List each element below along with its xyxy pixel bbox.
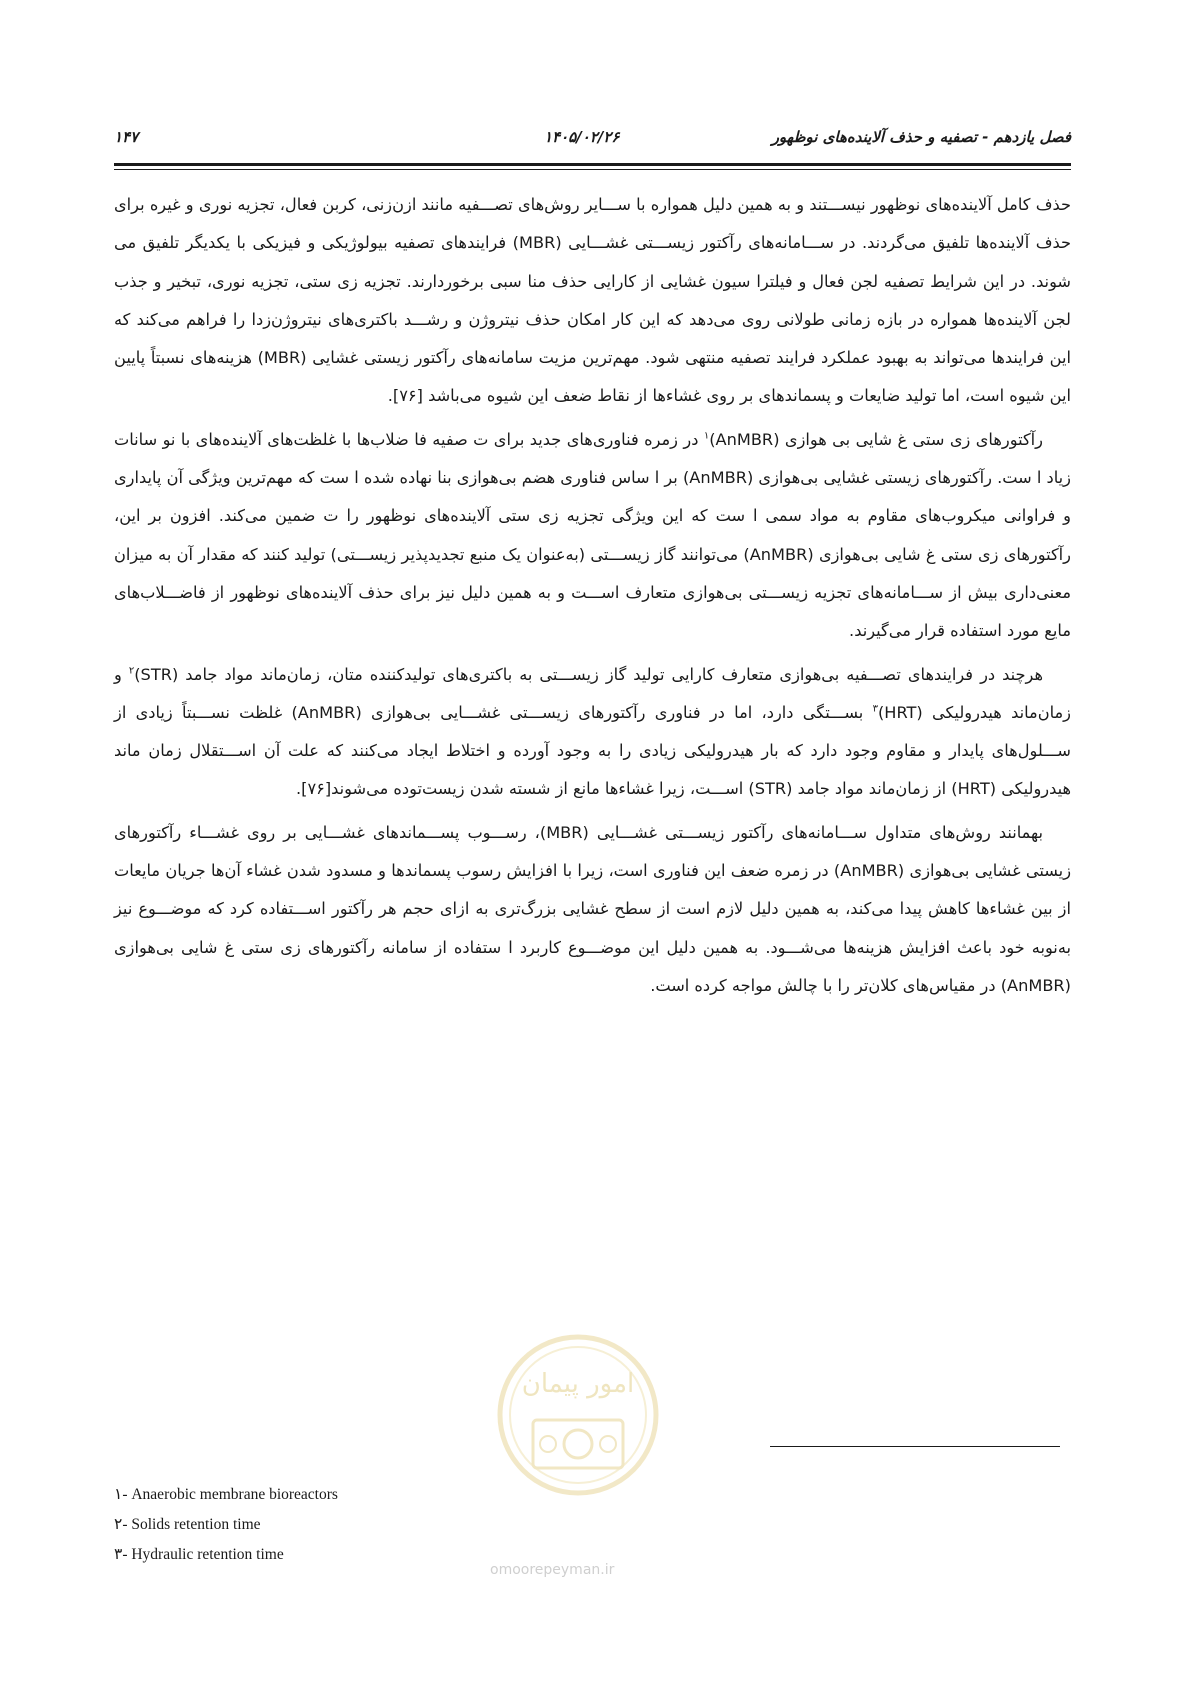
chapter-title: فصل یازدهم - تصفیه و حذف آلاینده‌های نوظهور [771, 128, 1071, 146]
header-date: ۱۴۰۵/۰۲/۲۶ [544, 128, 620, 146]
footnote-mark-2: ۲ [128, 665, 135, 677]
watermark-site: omoorepeyman.ir [490, 1562, 615, 1578]
footnote-mark-1: ۱ [703, 430, 710, 442]
paragraph-2-part-b: در زمره فناوری‌های جدید برای ت صفیه فا ضلاب‌ها با غلظت‌های آلاینده‌های با نو سانات زیاد ا ست. رآکتورهای زیستی غشایی بی‌هوازی (AnMBR) بر ا ساس فناوری هضم بی‌هوازی بنا نهاده شده ا ست که مهم‌ترین ویژگی آن پایداری و فراوانی میکروب‌های مقاوم به مواد سمی ا ست که این ویژگی تجزیه زی ستی آلاینده‌های نوظهور را ت ضمین می‌کند. افزون بر این، رآکتورهای زی ستی غ شایی بی‌هوازی (AnMBR) می‌توانند گاز زیســـتی (به‌عنوان یک منبع تجدیدپذیر زیســـتی) تولید کنند که مقدار آن به میزان معنی‌داری بیش از ســـامانه‌های تجزیه زیســـتی بی‌هوازی متعارف اســـت و به همین دلیل نیز برای حذف آلاینده‌های نوظهور از فاضـــلاب‌های مایع مورد استفاده قرار می‌گیرند. [114, 429, 1071, 641]
paragraph-2 [114, 421, 1071, 651]
paragraph-2-part-a: رآکتورهای زی ستی غ شایی بی هوازی (AnMBR) [709, 429, 1043, 449]
paragraph-1: حذف کامل آلاینده‌های نوظهور نیســـتند و به همین دلیل همواره با ســـایر روش‌های تصـــفیه مانند ازن‌زنی، کربن فعال، تجزیه نوری و غیره برای حذف آلاینده‌ها تلفیق می‌گردند. در ســـامانه‌های رآکتور زیســـتی غشـــایی (MBR) فرایندهای تصفیه بیولوژیکی و فیزیکی با یکدیگر تلفیق می شوند. در این شرایط تصفیه لجن فعال و فیلترا سیون غشایی از کارایی حذف منا سبی برخوردارند. تجزیه زی ستی، تجزیه نوری، تبخیر و جذب لجن آلاینده‌ها همواره در بازه زمانی طولانی روی می‌دهد که این کار امکان حذف نیتروژن و رشـــد باکتری‌های نیتروژن‌زدا را فراهم می‌کند که این فرایندها می‌تواند به بهبود عملکرد فرایند تصفیه منتهی شود. مهم‌ترین مزیت سامانه‌های رآکتور زیستی غشایی (MBR) هزینه‌های نسبتاً پایین این شیوه است، اما تولید ضایعات و پسماندهای بر روی غشاءها از نقاط ضعف این شیوه می‌باشد [۷۶]. [114, 195, 1071, 406]
page-header [114, 128, 1071, 154]
paragraph-3 [114, 656, 1071, 809]
footnote-rule [770, 1446, 1060, 1447]
footnote-1: ۱- Anaerobic membrane bioreactors [114, 1486, 338, 1503]
footnote-mark-3: ۳ [872, 703, 878, 715]
watermark-logo-text: امور پیمان [521, 1369, 635, 1399]
body-text [114, 186, 1071, 1010]
footnote-2: ۲- Solids retention time [114, 1516, 261, 1533]
paragraph-3-part-c: بســـتگی دارد، اما در فناوری رآکتورهای زیســـتی غشـــایی بی‌هوازی (AnMBR) غلظت نســـبتاً زیادی از ســـلول‌های پایدار و مقاوم وجود دارد که بار هیدرولیکی زیادی را به وجود آورده و اختلاط ایجاد می‌کنند که علت آن اســـتقلال زمان ماند هیدرولیکی (HRT) از زمان‌ماند مواد جامد (STR) اســـت، زیرا غشاءها مانع از شسته شدن زیست‌توده می‌شوند[۷۶]. [114, 702, 1071, 799]
footnote-3: ۳- Hydraulic retention time [114, 1546, 284, 1563]
paragraph-3-part-b: و زمان‌ماند هیدرولیکی (HRT) [114, 664, 1072, 722]
header-rule-thin [114, 169, 1071, 170]
paragraph-4: بهمانند روش‌های متداول ســـامانه‌های رآکتور زیســـتی غشـــایی (MBR)، رســـوب پســـماندهای غشـــایی بر روی غشـــاء رآکتورهای زیستی غشایی بی‌هوازی (AnMBR) در زمره ضعف این فناوری است، زیرا با افزایش رسوب پسماندها و مسدود شدن غشاء آن‌ها جریان مایعات از بین غشاءها کاهش پیدا می‌کند، به همین دلیل لازم است از سطح غشایی بزرگ‌تری به ازای حجم هر رآکتور اســـتفاده کرد که موضـــوع نیز به‌نوبه خود باعث افزایش هزینه‌ها می‌شـــود. به همین دلیل این موضـــوع کاربرد ا ستفاده از سامانه رآکتورهای زی ستی غ شایی بی‌هوازی (AnMBR) در مقیاس‌های کلان‌تر را با چالش مواجه کرده است. [114, 822, 1072, 995]
paragraph-3-part-a: هرچند در فرایندهای تصـــفیه بی‌هوازی متعارف کارایی تولید گاز زیســـتی به باکتری‌های تولیدکننده متان، زمان‌ماند مواد جامد (STR) [134, 664, 1043, 684]
page-number: ۱۴۷ [114, 128, 139, 146]
footnotes [114, 1480, 614, 1570]
header-rule-thick [114, 163, 1071, 166]
